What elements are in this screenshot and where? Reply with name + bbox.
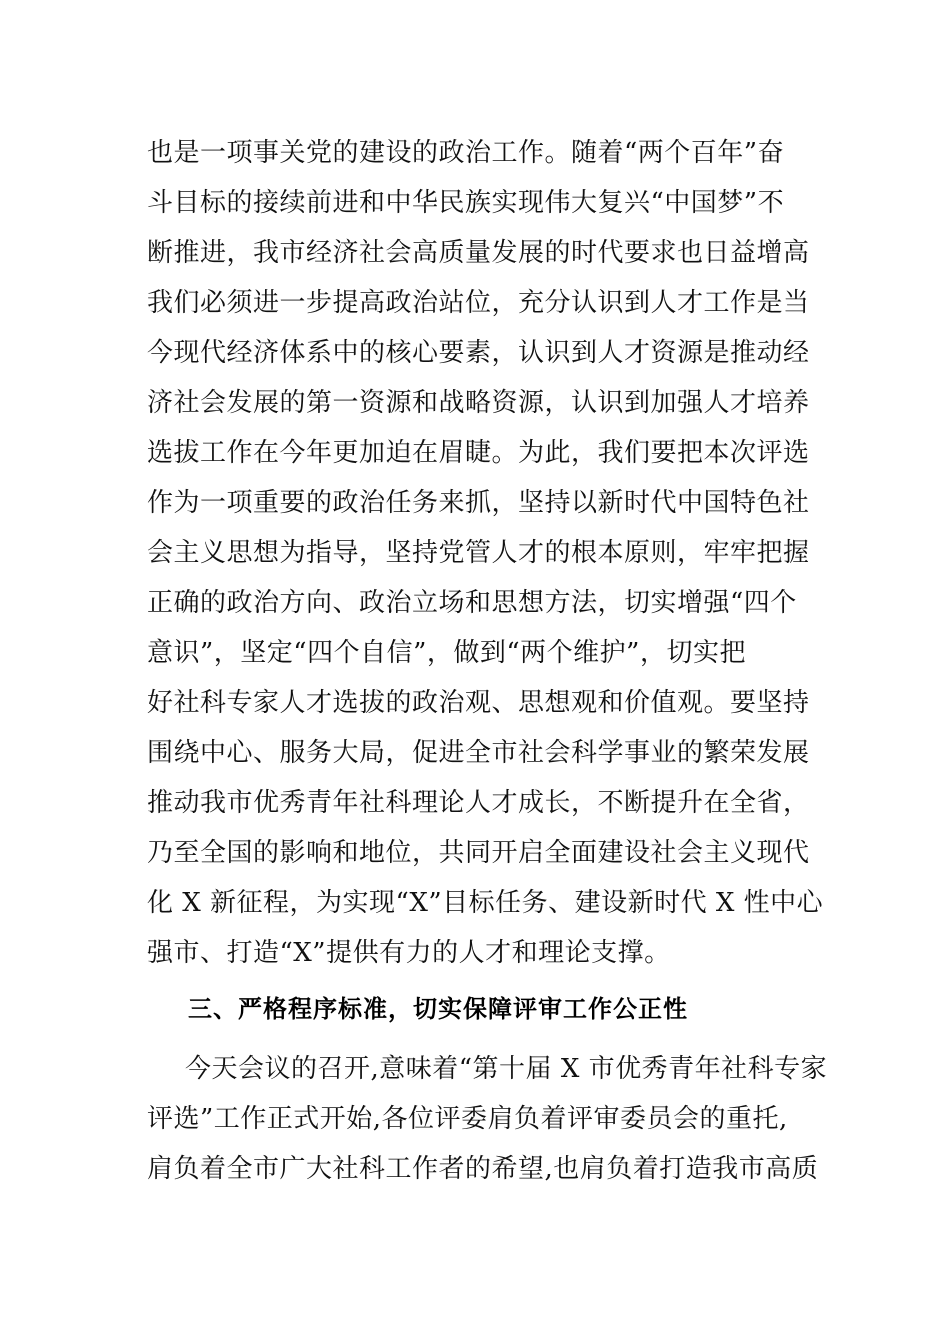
text-line: 我们必须进一步提高政治站位，充分认识到人才工作是当	[147, 288, 810, 318]
text-line: 济社会发展的第一资源和战略资源，认识到加强人才培养	[147, 388, 810, 418]
text-line: 推动我市优秀青年社科理论人才成长，不断提升在全省，	[147, 788, 810, 818]
text-line: 评选”工作正式开始,各位评委肩负着评审委员会的重托,	[147, 1104, 788, 1134]
text-line: 正确的政治方向、政治立场和思想方法，切实增强“四个	[147, 588, 797, 618]
text-line: 强市、打造“X”提供有力的人才和理论支撑。	[147, 938, 671, 968]
text-line: 也是一项事关党的建设的政治工作。随着“两个百年”奋	[147, 138, 785, 168]
section-heading: 三、严格程序标准，切实保障评审工作公正性	[188, 995, 688, 1023]
text-line: 乃至全国的影响和地位，共同开启全面建设社会主义现代	[147, 838, 810, 868]
text-line: 好社科专家人才选拔的政治观、思想观和价值观。要坚持	[147, 688, 810, 718]
text-line: 化 X 新征程，为实现“X”目标任务、建设新时代 X 性中心	[147, 888, 824, 918]
text-line: 断推进，我市经济社会高质量发展的时代要求也日益增高	[147, 238, 810, 268]
text-line: 选拔工作在今年更加迫在眉睫。为此，我们要把本次评选	[147, 438, 810, 468]
text-line: 斗目标的接续前进和中华民族实现伟大复兴“中国梦”不	[147, 188, 785, 218]
text-line: 肩负着全市广大社科工作者的希望,也肩负着打造我市高质	[147, 1154, 819, 1184]
text-line: 今现代经济体系中的核心要素，认识到人才资源是推动经	[147, 338, 810, 368]
text-line: 作为一项重要的政治任务来抓，坚持以新时代中国特色社	[147, 488, 810, 518]
text-line: 会主义思想为指导，坚持党管人才的根本原则，牢牢把握	[147, 538, 810, 568]
text-line: 意识”，坚定“四个自信”，做到“两个维护”，切实把	[147, 638, 746, 668]
text-line: 今天会议的召开,意味着“第十届 X 市优秀青年社科专家	[185, 1054, 828, 1084]
text-line: 围绕中心、服务大局，促进全市社会科学事业的繁荣发展	[147, 738, 810, 768]
